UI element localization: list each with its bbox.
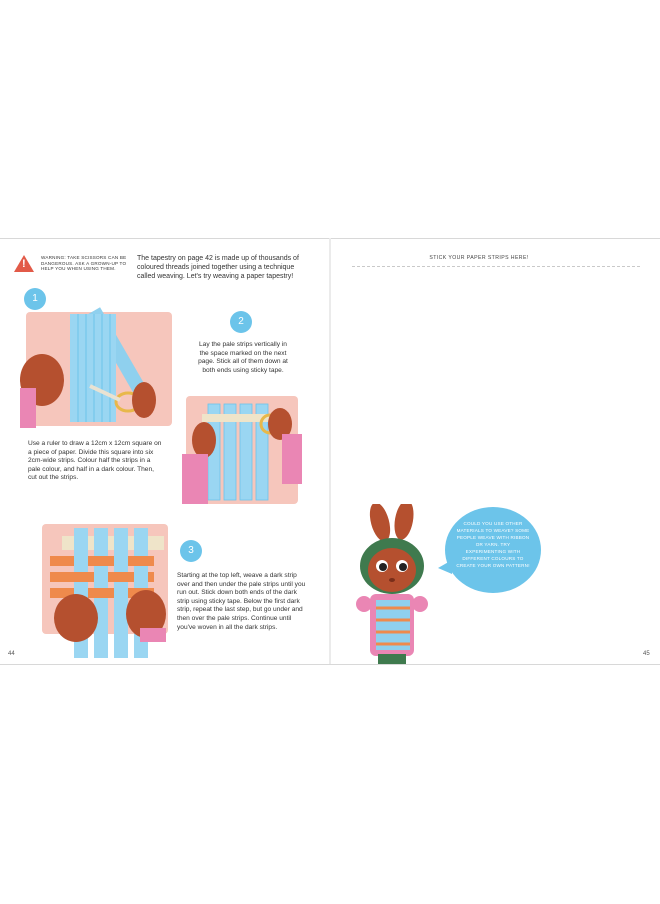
step-2-illustration: [182, 394, 302, 508]
right-page-heading: STICK YOUR PAPER STRIPS HERE!: [429, 255, 529, 261]
rabbit-character-illustration: [348, 504, 438, 664]
step-3-text: Starting at the top left, weave a dark strip over and then under the pale strips until you run out. Stick down both ends of the dark strip using sticky tape. Below the first dark strip, repeat the last step, but go under and then over the pale strips. Continue until you've woven in all the dark strips.: [177, 572, 306, 631]
step-2-number: 2: [230, 311, 252, 333]
step-2-text: Lay the pale strips vertically in the space marked on the next page. Stick all of them down at both ends using sticky tape.: [198, 341, 288, 374]
step-1-text: Use a ruler to draw a 12cm x 12cm square on a piece of paper. Divide this square into six 2cm-wide strips. Colour half the strips in a pale colour, and half in a dark colour. Then, cut out the strips.: [28, 440, 162, 482]
page-number-left: 44: [8, 651, 15, 657]
step-1-illustration: [20, 292, 180, 432]
step-1-number: 1: [24, 288, 46, 310]
warning-text: WARNING: TAKE SCISSORS CAN BE DANGEROUS. ASK A GROWN-UP TO HELP YOU WHEN USING THEM.: [41, 255, 127, 272]
page-number-right: 45: [643, 651, 650, 657]
step-3-number: 3: [180, 540, 202, 562]
speech-bubble-tail: [438, 560, 452, 574]
step-3-illustration: [40, 520, 170, 660]
intro-paragraph: The tapestry on page 42 is made up of thousands of coloured threads joined together using a technique called weaving. Let's try weaving a paper tapestry!: [137, 255, 299, 280]
book-gutter: [329, 238, 331, 664]
speech-bubble-text: COULD YOU USE OTHER MATERIALS TO WEAVE? SOME PEOPLE WEAVE WITH RIBBON OR YARN. TRY EXPERIMENTING WITH DIFFERENT COLOURS TO CREATE YOUR OWN PATTERN!: [456, 521, 530, 568]
warning-triangle-icon: !: [14, 255, 34, 272]
bottom-border: [0, 664, 660, 665]
dashed-guide-line: [352, 266, 640, 267]
